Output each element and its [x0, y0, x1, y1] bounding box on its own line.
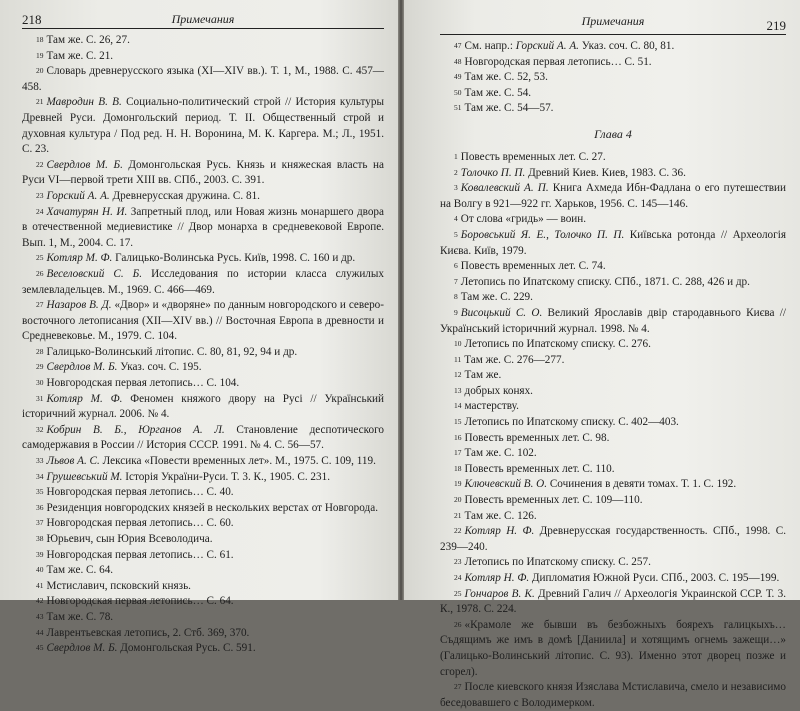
footnote-number: 44	[36, 627, 44, 637]
footnote-number: 49	[454, 72, 462, 82]
footnote	[440, 446, 786, 462]
footnote-number: 38	[36, 534, 44, 543]
footnote-text: Там же. С. 276—277.	[464, 353, 565, 366]
footnote	[440, 524, 786, 555]
footnote	[22, 392, 384, 423]
footnote-text: Повесть временных лет. С. 110.	[464, 462, 615, 475]
footnote-text: Великий Ярославів двір стародавнього Києва // Український історичний журнал. 1998. № 4.	[440, 306, 786, 335]
footnote	[440, 337, 786, 353]
footnote	[22, 626, 384, 642]
footnote	[22, 579, 384, 595]
footnote-author: Грушевський М.	[46, 470, 123, 483]
footnote	[440, 462, 786, 478]
footnote-author: Львов А. С.	[46, 455, 100, 468]
right-running-head	[440, 4, 786, 35]
footnote-text: Резиденция новгородских князей в нескольких верстах от Новгорода.	[46, 501, 379, 514]
footnote	[440, 353, 786, 369]
footnote-author: Мавродин В. В.	[46, 96, 122, 109]
footnote-number: 19	[454, 479, 462, 489]
footnote-author: Котляр Н. Ф.	[464, 572, 530, 584]
footnote	[22, 158, 384, 189]
footnote-text: Київська ротонда // Археологія Києва. Київ, 1979.	[440, 228, 786, 257]
footnote-text: Летопись по Ипатскому списку. С. 257.	[464, 556, 651, 569]
footnote	[22, 64, 384, 95]
footnote-author: Свердлов М. Б.	[46, 361, 118, 374]
footnote-number: 24	[36, 206, 44, 216]
footnote-text: Сочинения в девяти томах. Т. 1. С. 192.	[547, 478, 737, 491]
running-head-title-right: Примечания	[581, 14, 645, 28]
footnote	[440, 275, 786, 291]
footnote-text: После киевского князя Изяслава Мстиславича, смело и независимо беседовавшего с Володимерком.	[440, 681, 786, 709]
footnote-author: Гончаров В. К.	[464, 587, 535, 600]
page-number-left: 218	[22, 12, 42, 27]
footnote	[440, 55, 786, 71]
footnote	[440, 166, 786, 182]
footnote-number: 37	[36, 518, 44, 528]
footnote-number: 33	[36, 456, 44, 466]
footnote	[440, 680, 786, 711]
footnote-text: Феномен княжого двору на Русі // Український історичний журнал. 2006. № 4.	[22, 392, 384, 421]
footnote	[440, 212, 786, 228]
footnote	[22, 516, 384, 532]
footnote-text: Новгородская первая летопись… С. 40.	[46, 486, 234, 499]
footnote-text: Древнерусская дружина. С. 81.	[109, 189, 260, 202]
footnote-number: 17	[454, 448, 462, 458]
footnote-number: 25	[454, 588, 462, 598]
footnote-author: Котляр М. Ф.	[46, 392, 123, 405]
footnote	[22, 298, 384, 345]
footnote-number: 51	[454, 103, 462, 113]
footnote-number: 14	[454, 401, 462, 411]
footnote-number: 20	[454, 495, 462, 505]
footnote-number: 41	[36, 580, 44, 590]
footnote-text: Повесть временных лет. С. 27.	[460, 150, 606, 163]
footnote-number: 40	[36, 565, 44, 575]
footnote-author: Свердлов М. Б.	[46, 158, 123, 171]
footnote	[440, 181, 786, 212]
footnote-text: Історія України-Руси. Т. 3. К., 1905. С. 231.	[122, 470, 331, 483]
footnote-text: Домонгольская Русь. С. 591.	[117, 642, 256, 655]
footnote	[22, 594, 384, 610]
footnote	[440, 587, 786, 618]
footnote	[22, 454, 384, 470]
footnote	[440, 477, 786, 493]
footnote-number: 30	[36, 378, 44, 388]
footnote-text: Исследования по истории класса служилых землевладельцев. М., 1969. С. 466—469.	[22, 267, 384, 296]
footnote-number: 21	[36, 97, 44, 107]
footnote-text: Летопись по Ипатскому списку. С. 402—403.	[464, 416, 679, 429]
footnote-number: 39	[36, 549, 44, 559]
footnote-text: Летопись по Ипатскому списку. СПб., 1871. С. 288, 426 и др.	[460, 275, 750, 288]
footnote-number: 18	[454, 463, 462, 473]
footnote-number: 6	[454, 261, 458, 271]
footnote	[440, 259, 786, 275]
footnote-number: 4	[454, 214, 458, 224]
footnote	[22, 360, 384, 376]
left-notes-list	[22, 33, 384, 657]
footnote-text: Там же. С. 21.	[46, 49, 114, 62]
footnote	[440, 368, 786, 384]
footnote	[440, 509, 786, 525]
footnote-number: 23	[36, 190, 44, 200]
footnote-number: 36	[36, 502, 44, 512]
footnote-text: Повесть временных лет. С. 74.	[460, 260, 606, 273]
footnote	[22, 49, 384, 65]
right-notes-top-list	[440, 39, 786, 117]
footnote-text: См. напр.:	[464, 40, 516, 52]
footnote-text: «Крамоле же бывши въ безбожныхъ боярехъ галицкыхъ… Съдящимъ же имъ в домѣ [Даниила] и хотящимъ огнемь зажещи…» (Галицько-Волинський літопис. С. 93). Именно этот дворец позже и сгорел).	[440, 618, 786, 678]
footnote-number: 1	[454, 151, 458, 161]
footnote-author: Ковалевский А. П.	[460, 182, 549, 195]
footnote-number: 8	[454, 292, 458, 302]
chapter-heading: Глава 4	[594, 126, 632, 141]
footnote-text: Лаврентьевская летопись, 2. Стб. 369, 370.	[46, 626, 250, 639]
footnote	[22, 641, 384, 657]
right-notes-list	[440, 150, 786, 711]
footnote-number: 10	[454, 339, 462, 349]
left-running-head	[22, 6, 384, 29]
footnote	[22, 610, 384, 626]
footnote-number: 34	[36, 471, 44, 481]
footnote-number: 21	[454, 510, 462, 520]
footnote-text: Галицько-Волинський літопис. С. 80, 81, 92, 94 и др.	[46, 345, 298, 358]
footnote-number: 22	[36, 159, 44, 169]
footnote-text: «Двор» и «дворяне» по данным новгородского и северо-восточного летописания (XII—XIV вв.) // Восточная Европа в древности и Средневековье. М., 1979. С. 104.	[22, 299, 384, 343]
footnote-author: Свердлов М. Б.	[46, 642, 118, 655]
footnote-text: Дипломатия Южной Руси. СПб., 2003. С. 195—199.	[529, 572, 780, 584]
footnote-text: Летопись по Ипатскому списку. С. 276.	[464, 338, 651, 351]
footnote-number: 45	[36, 643, 44, 653]
footnote-author: Ключевский В. О.	[464, 478, 548, 491]
footnote-number: 47	[454, 41, 462, 50]
footnote-number: 50	[454, 87, 462, 97]
footnote-number: 27	[454, 682, 462, 692]
footnote-text: Указ. соч. С. 80, 81.	[578, 40, 675, 52]
footnote-text: Там же. С. 26, 27.	[46, 34, 130, 46]
footnote	[440, 86, 786, 102]
footnote-number: 18	[36, 35, 44, 44]
footnote-author: Котляр Н. Ф.	[464, 525, 535, 538]
footnote-text: добрых конях.	[464, 384, 533, 397]
footnote-number: 48	[454, 56, 462, 66]
footnote-number: 9	[454, 307, 458, 317]
footnote-text: мастерству.	[464, 400, 519, 413]
footnote-number: 5	[454, 229, 458, 239]
footnote-text: Мстиславич, псковский князь.	[46, 579, 191, 592]
footnote-author: Назаров В. Д.	[46, 299, 112, 312]
footnote-number: 31	[36, 393, 44, 403]
footnote-author: Боровський Я. Е., Толочко П. П.	[460, 228, 625, 241]
page-number-right: 219	[766, 18, 786, 33]
footnote-text: Там же. С. 229.	[460, 291, 533, 304]
footnote	[22, 95, 384, 157]
footnote-text: Указ. соч. С. 195.	[117, 361, 202, 374]
footnote-number: 16	[454, 432, 462, 442]
left-page	[0, 0, 398, 655]
footnote-text: Юрьевич, сын Юрия Всеволодича.	[46, 533, 213, 545]
footnote-number: 43	[36, 611, 44, 621]
footnote	[440, 150, 786, 166]
footnote-number: 11	[454, 354, 462, 364]
footnote-number: 22	[454, 526, 462, 536]
footnote-text: Запретный плод, или Новая жизнь монаршего двора в отечественной медиевистике // Двор монарха в средневековой Европе. Вып. 1, М., 2004. С. 17.	[22, 205, 384, 249]
footnote-text: Повесть временных лет. С. 109—110.	[464, 494, 643, 507]
footnote-text: Становление деспотического самодержавия в России // История СССР. 1991. № 4. С. 56—57.	[22, 423, 385, 452]
footnote	[440, 618, 786, 680]
footnote	[22, 205, 384, 252]
running-head-title-left: Примечания	[171, 12, 235, 26]
footnote	[22, 423, 384, 454]
footnote-text: Там же. С. 64.	[46, 564, 114, 577]
footnote-text: Там же. С. 78.	[46, 610, 114, 623]
footnote-text: Домонгольская Русь. Князь и княжеская власть на Руси VI—первой трети XIII вв. СПб., 2003. С. 391.	[22, 158, 384, 187]
footnote	[440, 306, 786, 337]
footnote	[440, 399, 786, 415]
footnote	[22, 376, 384, 392]
footnote-text: Словарь древнерусского языка (XI—XIV вв.). Т. 1, М., 1988. С. 457—458.	[22, 65, 384, 93]
footnote	[440, 70, 786, 86]
footnote-author: Горский А. А.	[515, 40, 579, 52]
footnote-number: 24	[454, 573, 462, 582]
footnote-text: Древнерусская государственность. СПб., 1998. С. 239—240.	[440, 525, 786, 553]
footnote-number: 26	[36, 268, 44, 278]
footnote	[22, 33, 384, 49]
footnote-author: Горский А. А.	[46, 189, 110, 202]
footnote-text: Новгородская первая летопись… С. 61.	[46, 548, 234, 561]
footnote	[22, 485, 384, 501]
footnote-number: 3	[454, 183, 458, 193]
footnote-author: Хачатурян Н. И.	[46, 205, 128, 218]
footnote-text: Там же. С. 54.	[464, 86, 532, 99]
footnote	[22, 189, 384, 205]
footnote-number: 42	[36, 596, 44, 606]
footnote-number: 23	[454, 557, 462, 567]
footnote-text: Галицько-Волинська Русь. Київ, 1998. С. 160 и др.	[112, 252, 356, 265]
footnote-author: Толочко П. П.	[460, 166, 526, 179]
footnote-number: 27	[36, 300, 44, 310]
footnote	[22, 563, 384, 579]
footnote-number: 32	[36, 424, 44, 434]
footnote-text: Там же. С. 52, 53.	[464, 71, 548, 84]
footnote-number: 20	[36, 66, 44, 76]
footnote-text: Новгородская первая летопись… С. 104.	[46, 377, 240, 390]
footnote-text: Новгородская первая летопись… С. 51.	[464, 55, 652, 68]
footnote	[22, 345, 384, 361]
footnote	[440, 431, 786, 447]
footnote-number: 7	[454, 276, 458, 286]
footnote-number: 13	[454, 385, 462, 395]
footnote	[440, 384, 786, 400]
footnote-text: Там же.	[464, 369, 502, 382]
footnote	[22, 267, 384, 298]
footnote-author: Веселовский С. Б.	[46, 267, 143, 280]
footnote-number: 35	[36, 487, 44, 497]
footnote	[440, 228, 786, 259]
footnote-text: От слова «гридь» — воин.	[460, 213, 587, 226]
right-page	[404, 0, 800, 709]
footnote-text: Новгородская первая летопись… С. 60.	[46, 517, 234, 530]
footnote-text: Там же. С. 126.	[464, 509, 537, 522]
footnote-text: Новгородская первая летопись… С. 64.	[46, 595, 234, 608]
footnote-text: Там же. С. 102.	[464, 447, 537, 460]
footnote-number: 28	[36, 346, 44, 356]
footnote-text: Там же. С. 54—57.	[464, 102, 554, 115]
footnote-author: Кобрин В. Б., Юрганов А. Л.	[46, 423, 225, 436]
footnote	[22, 548, 384, 564]
footnote-text: Древний Киев. Киев, 1983. С. 36.	[525, 166, 686, 179]
footnote-number: 29	[36, 362, 44, 372]
footnote-author: Котляр М. Ф.	[46, 252, 113, 265]
footnote	[440, 571, 786, 587]
footnote	[440, 39, 786, 55]
footnote-author: Висоцький С. О.	[460, 306, 543, 319]
footnote	[440, 290, 786, 306]
footnote	[440, 415, 786, 431]
footnote-number: 12	[454, 370, 462, 380]
footnote	[440, 493, 786, 509]
footnote-number: 25	[36, 253, 44, 263]
footnote	[22, 501, 384, 517]
footnote-text: Социально-политический строй // История культуры Древней Руси. Домонгольский период. Т. II. Общественный строй и духовная культура / Под ред. Н. Н. Воронина, М. К. Каргера. М.; Л., 1951. С. 23.	[22, 96, 384, 156]
footnote-number: 26	[454, 619, 462, 629]
footnote-text: Книга Ахмеда Ибн-Фадлана о его путешествии на Волгу в 921—922 гг. Харьков, 1956. С. 145—146.	[440, 182, 786, 210]
footnote-number: 19	[36, 50, 44, 60]
footnote	[440, 101, 786, 117]
footnote-text: Повесть временных лет. С. 98.	[464, 431, 610, 444]
footnote-number: 2	[454, 167, 458, 177]
footnote	[440, 555, 786, 571]
footnote	[22, 470, 384, 486]
footnote-text: Древний Галич // Археологiя Украинской ССР. Т. 3. К., 1978. С. 224.	[440, 587, 786, 616]
footnote	[22, 251, 384, 267]
footnote-number: 15	[454, 417, 462, 427]
footnote-text: Лексика «Повести временных лет». М., 1975. С. 109, 119.	[99, 455, 376, 468]
footnote	[22, 532, 384, 548]
